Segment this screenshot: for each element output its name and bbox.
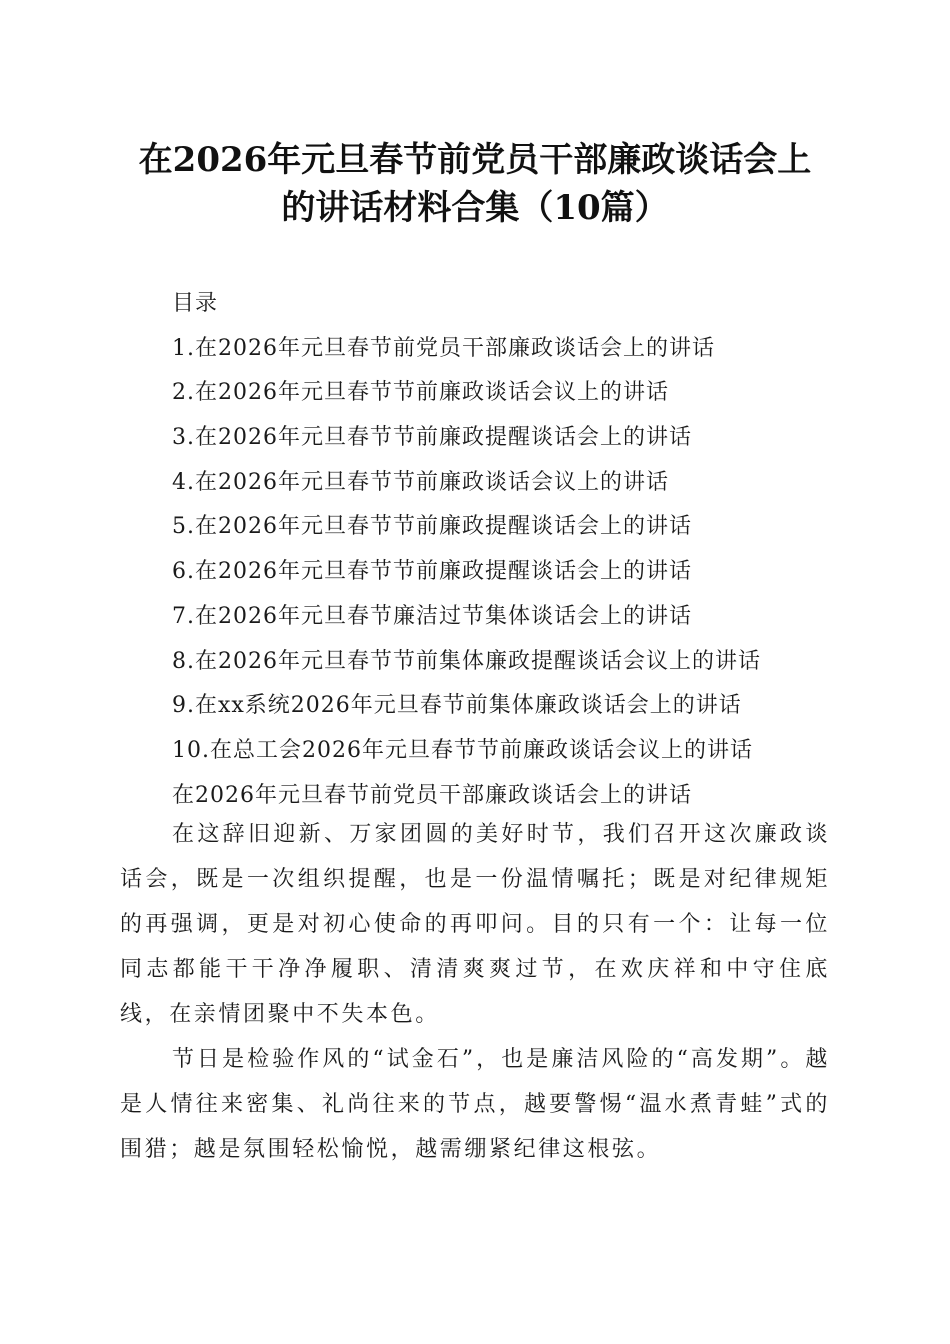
body-paragraph: 在这辞旧迎新、万家团圆的美好时节，我们召开这次廉政谈话会，既是一次组织提醒，也是一份温情嘱托；既是对纪律规矩的再强调，更是对初心使命的再叩问。目的只有一个：让每一位同志都能干干净净履职、清清爽爽过节，在欢庆祥和中守住底线，在亲情团聚中不失本色。 [120,822,830,1027]
toc-item: 2.在2026年元旦春节节前廉政谈话会议上的讲话 [172,380,669,406]
toc-item: 7.在2026年元旦春节廉洁过节集体谈话会上的讲话 [172,603,692,629]
toc-item: 3.在2026年元旦春节节前廉政提醒谈话会上的讲话 [172,425,692,451]
table-of-contents [172,282,852,818]
toc-heading: 目录 [172,291,219,316]
toc-item: 1.在2026年元旦春节前党员干部廉政谈话会上的讲话 [172,335,715,361]
section-heading: 在2026年元旦春节前党员干部廉政谈话会上的讲话 [172,782,692,808]
toc-item: 6.在2026年元旦春节节前廉政提醒谈话会上的讲话 [172,559,692,585]
body-paragraph: 节日是检验作风的“试金石”，也是廉洁风险的“高发期”。越是人情往来密集、礼尚往来的节点，越要警惕“温水煮青蛙”式的围猎；越是氛围轻松愉悦，越需绷紧纪律这根弦。 [120,1047,830,1162]
toc-item: 8.在2026年元旦春节节前集体廉政提醒谈话会议上的讲话 [172,648,761,674]
document-body [120,812,830,1172]
toc-item: 5.在2026年元旦春节节前廉政提醒谈话会上的讲话 [172,514,692,540]
document-title [120,136,830,232]
toc-item: 9.在xx系统2026年元旦春节前集体廉政谈话会上的讲话 [172,693,742,719]
toc-item: 4.在2026年元旦春节节前廉政谈话会议上的讲话 [172,469,669,495]
title-line-2: 的讲话材料合集（10篇） [281,188,669,228]
toc-item: 10.在总工会2026年元旦春节节前廉政谈话会议上的讲话 [172,737,753,763]
title-line-1: 在2026年元旦春节前党员干部廉政谈话会上 [138,140,812,180]
